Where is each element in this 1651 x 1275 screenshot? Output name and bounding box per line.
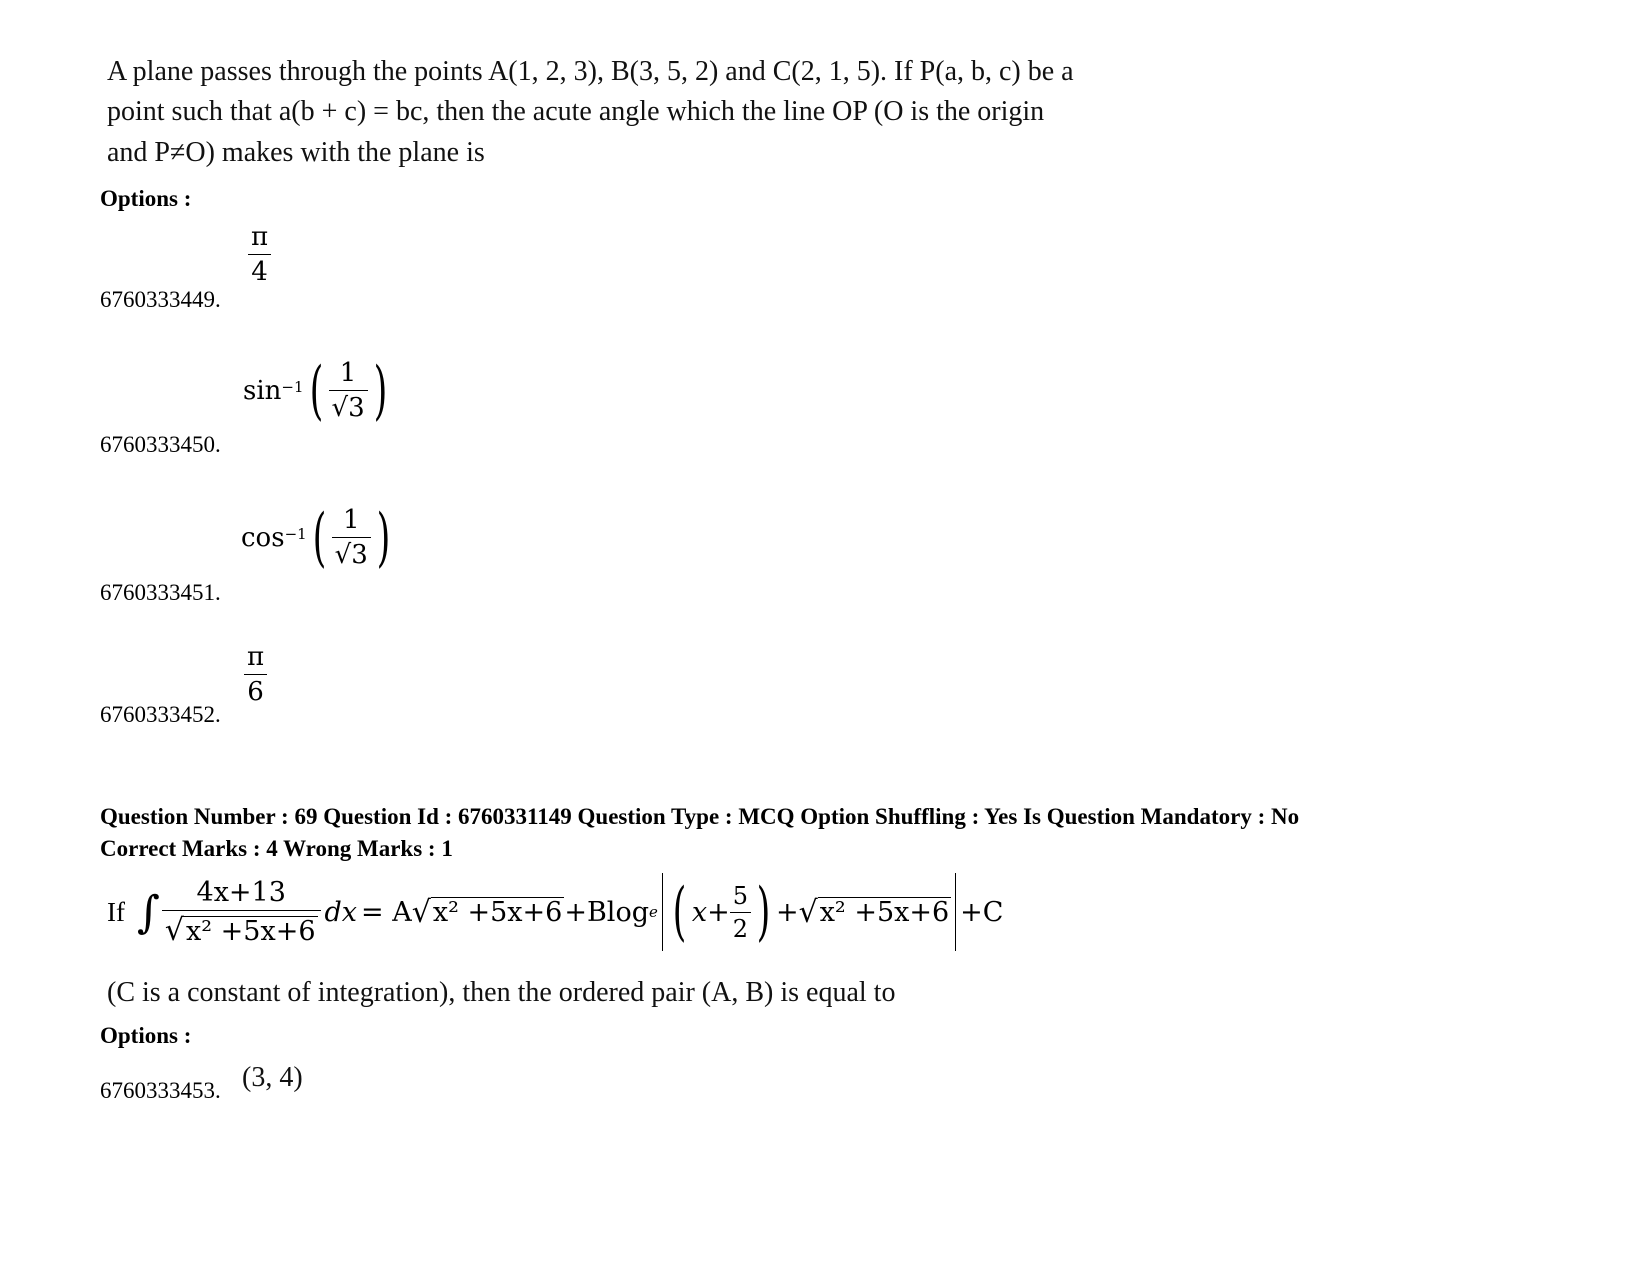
question-text-line-3: and P≠O) makes with the plane is [107, 137, 485, 168]
option-1-value: $\frac{\pi}{4}$ [248, 222, 271, 287]
option-5-value: (3, 4) [242, 1062, 303, 1093]
option-4-id: 6760333452. [100, 702, 221, 727]
option-1-id: 6760333449. [100, 287, 221, 312]
question-text-line-2: point such that a(b + c) = bc, then the acute angle which the line OP (O is the origin [107, 96, 1045, 127]
option-3-id: 6760333451. [100, 580, 221, 605]
option-4-value: $\frac{\pi}{6}$ [244, 642, 267, 707]
option-3-value: cos −1 ( $\frac{1}{√3}$ ) [241, 500, 391, 575]
question-text-line-1: A plane passes through the points A(1, 2, 3), B(3, 5, 2) and C(2, 1, 5). If P(a, b, c) be a [107, 56, 1074, 87]
options-label-2: Options : [100, 1023, 192, 1048]
question-meta-line-2: Correct Marks : 4 Wrong Marks : 1 [100, 836, 453, 861]
options-label: Options : [100, 186, 192, 211]
question-text: (C is a constant of integration), then the ordered pair (A, B) is equal to [107, 977, 896, 1008]
option-5-id: 6760333453. [100, 1078, 221, 1103]
option-2-id: 6760333450. [100, 432, 221, 457]
option-2-value: sin −1 ( $\frac{1}{√3}$ ) [243, 353, 387, 428]
question-meta-line-1: Question Number : 69 Question Id : 6760331149 Question Type : MCQ Option Shuffling : Yes Is Question Mandatory : No [100, 804, 1300, 829]
question-equation: If ∫ $\frac{4x+13}{\text{√x² +5x+6}}$ dx = A √ x² +5x+6 +Blog e ( x+ $\frac{5}{2}$ ) + √ x² +5x+6 +C [107, 875, 1004, 949]
